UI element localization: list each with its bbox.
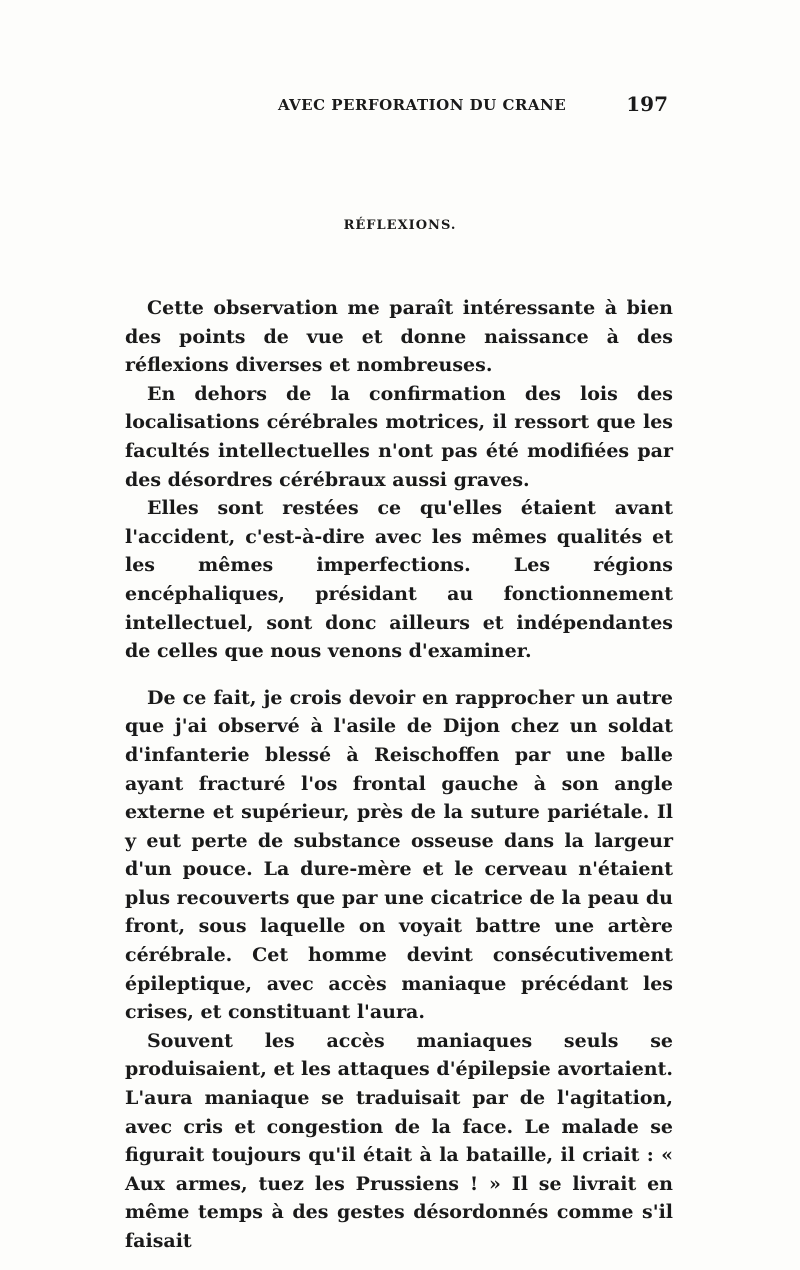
paragraph: Souvent les accès maniaques seuls se produisaient, et les attaques d'épilepsie avortaient. L'aura maniaque se traduisait par de l'agitation, avec cris et congestion de la face. Le malade se figurait toujours qu'il était à la bataille, il criait : « Aux armes, tuez les Prussiens ! » Il se livrait en même temps à des gestes désordonnés comme s'il faisait	[125, 1029, 673, 1252]
running-head	[120, 92, 680, 120]
paragraph: De ce fait, je crois devoir en rapprocher un autre que j'ai observé à l'asile de Dijon chez un soldat d'infanterie blessé à Reischoffen par une balle ayant fracturé l'os frontal gauche à son angle externe et supérieur, près de la suture pariétale. Il y eut perte de substance osseuse dans la largeur d'un pouce. La dure-mère et le cerveau n'étaient plus recouverts que par une cicatrice de la peau du front, sous laquelle on voyait battre une artère cérébrale. Cet homme devint consécutivement épileptique, avec accès maniaque précédant les crises, et constituant l'aura.	[125, 686, 673, 1024]
paragraph: Elles sont restées ce qu'elles étaient avant l'accident, c'est-à-dire avec les mêmes qualités et les mêmes imperfections. Les régions encéphaliques, présidant au fonctionnement intellectuel, sont donc ailleurs et indépendantes de celles que nous venons d'examiner.	[125, 497, 673, 663]
section-heading: RÉFLEXIONS.	[343, 218, 457, 233]
body-text	[125, 294, 673, 1256]
running-title: AVEC PERFORATION DU CRANE	[278, 96, 567, 114]
paragraph: En dehors de la confirmation des lois des localisations cérébrales motrices, il ressort que les facultés intellectuelles n'ont pas été modifiées par des désordres cérébraux aussi graves.	[125, 382, 673, 491]
paragraph: Cette observation me paraît intéressante à bien des points de vue et donne naissance à des réflexions diverses et nombreuses.	[125, 297, 673, 377]
page-number: 197	[626, 92, 668, 116]
